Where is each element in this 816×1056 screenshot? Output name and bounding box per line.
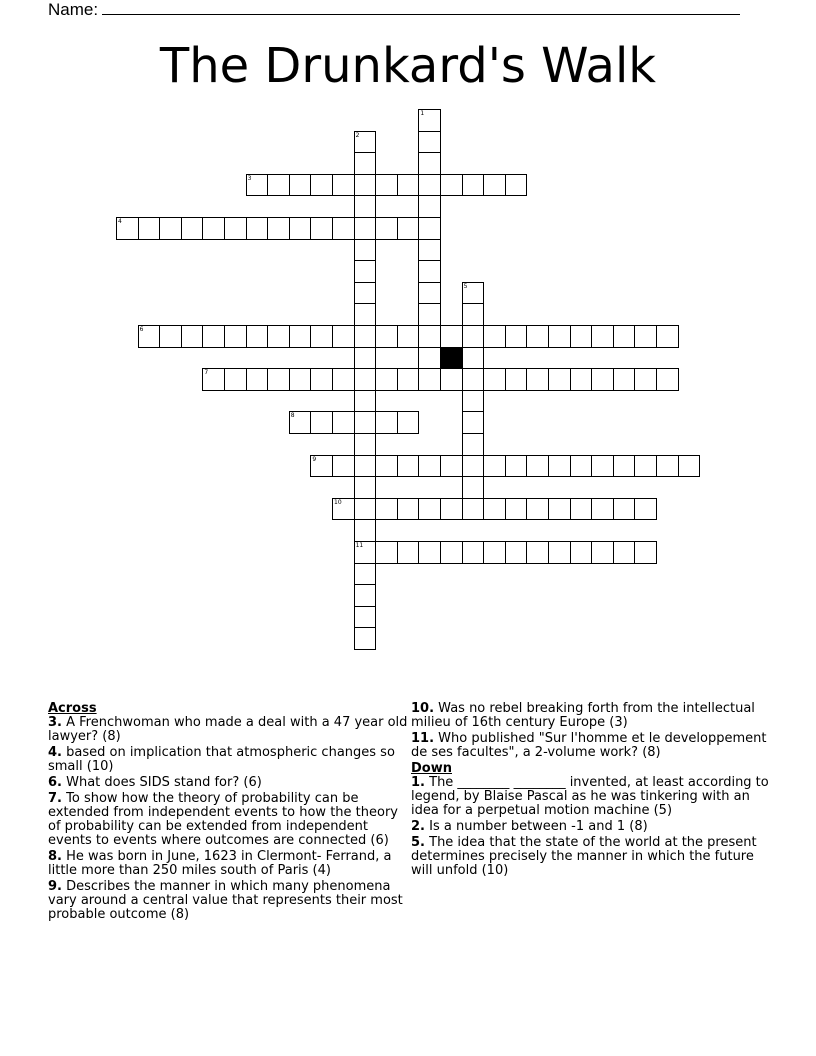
cell-number: 9	[312, 455, 317, 463]
crossword-cell[interactable]	[116, 217, 139, 240]
crossword-cell[interactable]	[483, 541, 506, 564]
cell-number: 4	[118, 218, 122, 225]
crossword-cell[interactable]	[418, 239, 441, 262]
crossword-cell[interactable]	[462, 303, 485, 326]
crossword-cell[interactable]	[289, 368, 312, 391]
crossword-cell[interactable]	[548, 455, 571, 478]
crossword-cell[interactable]	[483, 498, 506, 521]
crossword-cell[interactable]	[462, 433, 485, 456]
crossword-cell[interactable]	[418, 109, 441, 132]
crossword-cell[interactable]	[159, 325, 182, 348]
crossword-cell[interactable]	[634, 368, 657, 391]
clue-across-9: 9. Describes the manner in which many phenomena vary around a central value that represents their most probable outcome (8)	[48, 879, 403, 922]
crossword-cell[interactable]	[181, 217, 204, 240]
page-title: The Drunkard's Walk	[159, 38, 657, 94]
crossword-cell[interactable]	[418, 347, 441, 370]
crossword-cell[interactable]	[483, 174, 506, 197]
crossword-cell[interactable]	[202, 217, 225, 240]
crossword-cell[interactable]	[224, 217, 247, 240]
crossword-cell[interactable]	[159, 217, 182, 240]
crossword-cell[interactable]	[354, 498, 377, 521]
crossword-cell[interactable]	[289, 174, 312, 197]
crossword-cell[interactable]	[354, 303, 377, 326]
crossword-cell[interactable]	[418, 303, 441, 326]
crossword-cell[interactable]	[375, 217, 398, 240]
crossword-cell[interactable]	[267, 368, 290, 391]
crossword-cell[interactable]	[634, 455, 657, 478]
clue-down-5: 5. The idea that the state of the world at the present determines precisely the manner in which the future will unfold (10)	[411, 835, 757, 878]
crossword-cell[interactable]	[397, 217, 420, 240]
crossword-cell[interactable]	[332, 174, 355, 197]
crossword-cell[interactable]	[246, 217, 269, 240]
crossword-cell[interactable]	[613, 368, 636, 391]
crossword-cell[interactable]	[375, 368, 398, 391]
crossword-cell[interactable]	[354, 217, 377, 240]
crossword-cell[interactable]	[570, 455, 593, 478]
crossword-cell[interactable]	[678, 455, 701, 478]
crossword-cell[interactable]	[289, 325, 312, 348]
down-heading: Down	[411, 761, 452, 776]
crossword-cell[interactable]	[354, 519, 377, 542]
crossword-cell[interactable]	[418, 195, 441, 218]
crossword-cell[interactable]	[591, 325, 614, 348]
crossword-cell[interactable]	[570, 498, 593, 521]
crossword-cell[interactable]	[483, 368, 506, 391]
clue-across-10: 10. Was no rebel breaking forth from the intellectual milieu of 16th century Europe (3)	[411, 701, 755, 730]
crossword-cell[interactable]	[332, 455, 355, 478]
crossword-cell[interactable]	[332, 368, 355, 391]
crossword-cell[interactable]	[332, 217, 355, 240]
crossword-cell[interactable]	[267, 325, 290, 348]
crossword-cell[interactable]	[332, 498, 355, 521]
crossword-cell[interactable]	[354, 282, 377, 305]
crossword-cell[interactable]	[354, 411, 377, 434]
crossword-cell[interactable]	[591, 368, 614, 391]
crossword-cell[interactable]	[591, 455, 614, 478]
crossword-cell[interactable]	[354, 627, 377, 650]
cell-number: 2	[355, 131, 360, 139]
crossword-cell[interactable]	[138, 217, 161, 240]
crossword-cell[interactable]	[656, 368, 679, 391]
crossword-cell[interactable]	[418, 325, 441, 348]
crossword-cell[interactable]	[246, 174, 269, 197]
crossword-cell[interactable]	[354, 131, 377, 154]
crossword-cell[interactable]	[505, 541, 528, 564]
crossword-cell[interactable]	[570, 325, 593, 348]
crossword-cell[interactable]	[440, 498, 463, 521]
crossword-cell[interactable]	[418, 131, 441, 154]
crossword-cell[interactable]	[332, 325, 355, 348]
crossword-cell[interactable]	[354, 347, 377, 370]
crossword-cell[interactable]	[634, 498, 657, 521]
crossword-cell[interactable]	[526, 498, 549, 521]
crossword-cell[interactable]	[505, 368, 528, 391]
crossword-cell[interactable]	[656, 455, 679, 478]
crossword-cell[interactable]	[505, 498, 528, 521]
crossword-cell[interactable]	[548, 325, 571, 348]
crossword-cell[interactable]	[375, 411, 398, 434]
cell-number: 11	[355, 542, 364, 549]
crossword-cell[interactable]	[375, 325, 398, 348]
crossword-cell[interactable]	[310, 411, 333, 434]
crossword-cell[interactable]	[246, 368, 269, 391]
crossword-cell[interactable]	[181, 325, 204, 348]
crossword-cell[interactable]	[354, 433, 377, 456]
crossword-cell[interactable]	[634, 541, 657, 564]
crossword-cell[interactable]	[418, 217, 441, 240]
crossword-cell[interactable]	[310, 174, 333, 197]
name-label: Name:	[48, 0, 99, 19]
crossword-cell[interactable]	[397, 411, 420, 434]
crossword-cell[interactable]	[548, 541, 571, 564]
crossword-cell[interactable]	[440, 325, 463, 348]
crossword-cell[interactable]	[418, 498, 441, 521]
clues-right-column	[411, 702, 776, 880]
crossword-cell[interactable]	[526, 368, 549, 391]
crossword-cell[interactable]	[418, 260, 441, 283]
crossword-cell[interactable]	[440, 174, 463, 197]
crossword-cell[interactable]	[354, 606, 377, 629]
clue-across-6: 6. What does SIDS stand for? (6)	[48, 775, 262, 790]
crossword-cell[interactable]	[310, 217, 333, 240]
across-heading: Across	[48, 701, 97, 716]
crossword-cell[interactable]	[332, 411, 355, 434]
crossword-cell[interactable]	[462, 325, 485, 348]
crossword-cell[interactable]	[548, 498, 571, 521]
crossword-cell[interactable]	[354, 476, 377, 499]
crossword-cell[interactable]	[397, 541, 420, 564]
crossword-cell[interactable]	[634, 325, 657, 348]
crossword-cell[interactable]	[418, 174, 441, 197]
crossword-cell[interactable]	[289, 217, 312, 240]
crossword-cell[interactable]	[526, 541, 549, 564]
crossword-cell[interactable]	[462, 390, 485, 413]
crossword-cell[interactable]	[462, 411, 485, 434]
crossword-cell[interactable]	[613, 541, 636, 564]
crossword-cell[interactable]	[354, 260, 377, 283]
crossword-cell[interactable]	[418, 152, 441, 175]
cell-number: 1	[420, 110, 425, 117]
clues-left-column	[48, 702, 408, 924]
crossword-cell[interactable]	[591, 541, 614, 564]
crossword-cell[interactable]	[202, 368, 225, 391]
crossword-cell[interactable]	[570, 368, 593, 391]
crossword-cell[interactable]	[354, 325, 377, 348]
crossword-cell[interactable]	[354, 195, 377, 218]
clue-across-7: 7. To show how the theory of probability can be extended from independent events to how the theory of probability can be extended from independent events to events where outcomes are connected (6)	[48, 791, 398, 848]
crossword-cell[interactable]	[418, 368, 441, 391]
clue-across-3: 3. A Frenchwoman who made a deal with a 47 year old lawyer? (8)	[48, 715, 408, 744]
crossword-cell[interactable]	[462, 174, 485, 197]
crossword-cell[interactable]	[397, 325, 420, 348]
crossword-cell[interactable]	[354, 455, 377, 478]
crossword-cell[interactable]	[289, 411, 312, 434]
crossword-cell[interactable]	[310, 368, 333, 391]
crossword-cell[interactable]	[440, 541, 463, 564]
crossword-cell[interactable]	[397, 455, 420, 478]
crossword-cell[interactable]	[613, 455, 636, 478]
cell-number: 7	[204, 369, 209, 377]
crossword-cell[interactable]	[397, 174, 420, 197]
crossword-cell[interactable]	[418, 282, 441, 305]
crossword-cell[interactable]	[462, 347, 485, 370]
cell-number: 8	[290, 412, 295, 420]
crossword-cell[interactable]	[440, 455, 463, 478]
cell-number: 10	[334, 498, 342, 506]
crossword-cell[interactable]	[354, 390, 377, 413]
crossword-cell[interactable]	[613, 325, 636, 348]
crossword-black-cell	[440, 347, 463, 370]
crossword-cell[interactable]	[310, 455, 333, 478]
crossword-cell[interactable]	[354, 152, 377, 175]
crossword-cell[interactable]	[418, 455, 441, 478]
crossword-cell[interactable]	[354, 541, 377, 564]
crossword-cell[interactable]	[397, 368, 420, 391]
crossword-cell[interactable]	[462, 455, 485, 478]
crossword-cell[interactable]	[570, 541, 593, 564]
crossword-cell[interactable]	[354, 563, 377, 586]
crossword-cell[interactable]	[505, 455, 528, 478]
clue-down-1: 1. The ________ ________ invented, at least according to legend, by Blaise Pascal as he was tinkering with an idea for a perpetual motion machine (5)	[411, 775, 769, 818]
crossword-cell[interactable]	[462, 541, 485, 564]
crossword-cell[interactable]	[354, 368, 377, 391]
crossword-cell[interactable]	[224, 325, 247, 348]
crossword-cell[interactable]	[462, 476, 485, 499]
cell-number: 5	[463, 282, 468, 290]
crossword-cell[interactable]	[246, 325, 269, 348]
clue-across-11: 11. Who published "Sur l'homme et le developpement de ses facultes", a 2-volume work? (8)	[411, 731, 767, 760]
crossword-cell[interactable]	[483, 455, 506, 478]
crossword-cell[interactable]	[483, 325, 506, 348]
crossword-cell[interactable]	[354, 174, 377, 197]
crossword-cell[interactable]	[375, 541, 398, 564]
crossword-cell[interactable]	[267, 174, 290, 197]
crossword-cell[interactable]	[375, 174, 398, 197]
crossword-cell[interactable]	[462, 498, 485, 521]
crossword-cell[interactable]	[375, 455, 398, 478]
crossword-cell[interactable]	[613, 498, 636, 521]
clue-across-8: 8. He was born in June, 1623 in Clermont- Ferrand, a little more than 250 miles south of Paris (4)	[48, 849, 392, 878]
crossword-cell[interactable]	[505, 325, 528, 348]
crossword-cell[interactable]	[656, 325, 679, 348]
cell-number: 6	[139, 326, 144, 333]
crossword-cell[interactable]	[440, 368, 463, 391]
crossword-cell[interactable]	[138, 325, 161, 348]
crossword-cell[interactable]	[202, 325, 225, 348]
cell-number: 3	[247, 174, 252, 182]
crossword-cell[interactable]	[418, 541, 441, 564]
crossword-cell[interactable]	[354, 584, 377, 607]
crossword-cell[interactable]	[310, 325, 333, 348]
crossword-cell[interactable]	[267, 217, 290, 240]
crossword-cell[interactable]	[462, 282, 485, 305]
clue-across-4: 4. based on implication that atmospheric changes so small (10)	[48, 745, 395, 774]
crossword-cell[interactable]	[375, 498, 398, 521]
crossword-cell[interactable]	[354, 239, 377, 262]
crossword-cell[interactable]	[591, 498, 614, 521]
crossword-cell[interactable]	[462, 368, 485, 391]
crossword-cell[interactable]	[526, 455, 549, 478]
crossword-cell[interactable]	[548, 368, 571, 391]
crossword-cell[interactable]	[505, 174, 528, 197]
clue-down-2: 2. Is a number between -1 and 1 (8)	[411, 819, 648, 834]
crossword-cell[interactable]	[224, 368, 247, 391]
crossword-cell[interactable]	[526, 325, 549, 348]
crossword-cell[interactable]	[397, 498, 420, 521]
